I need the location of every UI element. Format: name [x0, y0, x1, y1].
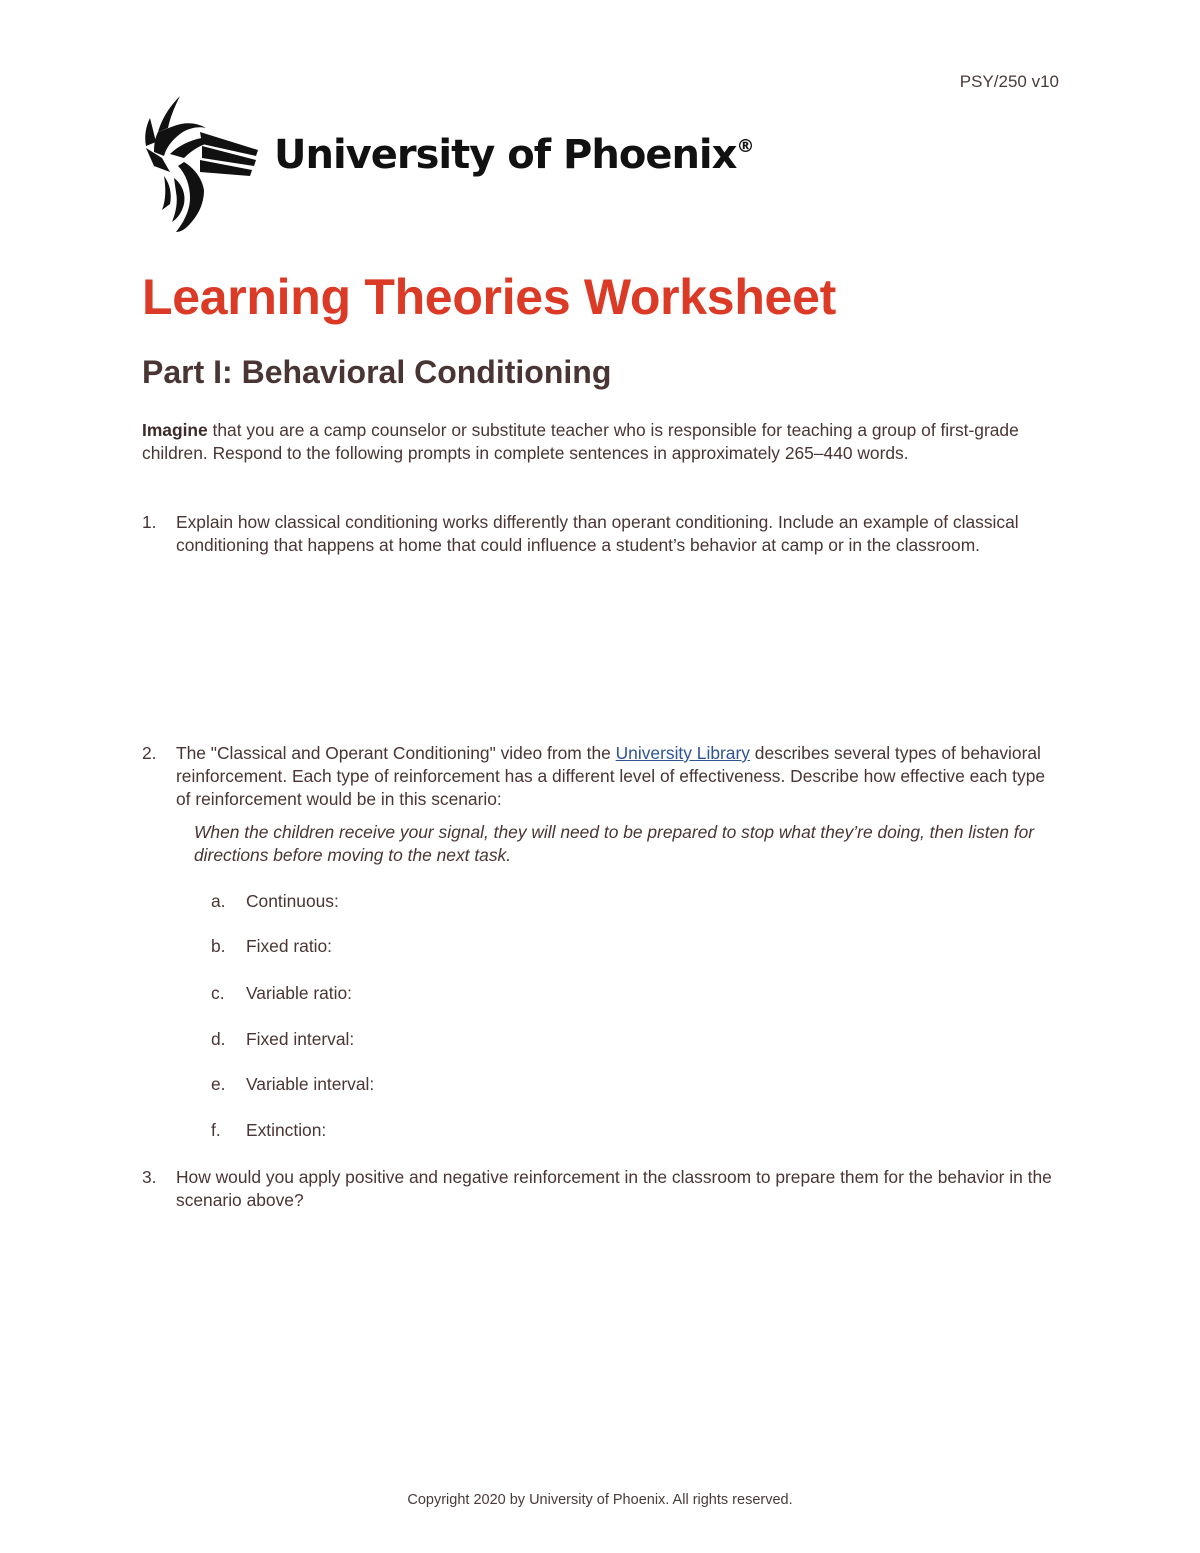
subitem-label: Extinction:	[246, 1120, 327, 1140]
intro-paragraph	[142, 419, 1052, 465]
question-text	[176, 742, 1056, 811]
question-number: 2.	[142, 743, 157, 763]
intro-text: that you are a camp counselor or substitute teacher who is responsible for teaching a group of first-grade children. Respond to the following prompts in complete sentences in approximately 265–440 words.	[142, 420, 1019, 463]
question-text-start: The "Classical and Operant Conditioning" video from the	[176, 743, 616, 763]
subitem-letter: d.	[211, 1029, 226, 1049]
question-text: How would you apply positive and negative reinforcement in the classroom to prepare them for the behavior in the scenario above?	[176, 1167, 1052, 1210]
subitem-label: Fixed ratio:	[246, 936, 333, 956]
phoenix-bird-icon	[140, 92, 270, 234]
question-number: 3.	[142, 1167, 157, 1187]
page-title: Learning Theories Worksheet	[142, 269, 836, 325]
question-text: Explain how classical conditioning works differently than operant conditioning. Include an example of classical conditioning that happens at home that could influence a student’s behavior at camp or in the classroom.	[176, 512, 1019, 555]
subitem-label: Continuous:	[246, 891, 339, 911]
subitem-letter: f.	[211, 1120, 221, 1140]
copyright-footer: Copyright 2020 by University of Phoenix. All rights reserved.	[407, 1492, 793, 1508]
scenario-text: When the children receive your signal, they will need to be prepared to stop what they’re doing, then listen for directions before moving to the next task.	[194, 822, 1035, 865]
university-logo	[140, 92, 760, 234]
logo-wordmark	[274, 132, 753, 178]
subitem-label: Variable interval:	[246, 1074, 375, 1094]
subitem-letter: b.	[211, 936, 226, 956]
subitem-letter: c.	[211, 983, 225, 1003]
question-number: 1.	[142, 512, 157, 532]
subitem-letter: e.	[211, 1074, 226, 1094]
question-text-end: describes several types of behavioral reinforcement. Each type of reinforcement has a different level of effectiveness. Describe how effective each type of reinforcement would be in this scenario:	[176, 743, 1046, 809]
intro-lead: Imagine	[142, 420, 208, 440]
course-code: PSY/250 v10	[959, 72, 1059, 91]
logo-wordmark-text: University of Phoenix	[274, 132, 737, 178]
part-heading: Part I: Behavioral Conditioning	[142, 354, 612, 390]
subitem-label: Variable ratio:	[246, 983, 353, 1003]
university-library-link[interactable]: University Library	[615, 743, 750, 763]
subitem-label: Fixed interval:	[246, 1029, 355, 1049]
subitem-letter: a.	[211, 891, 226, 911]
registered-mark: ®	[736, 136, 754, 157]
